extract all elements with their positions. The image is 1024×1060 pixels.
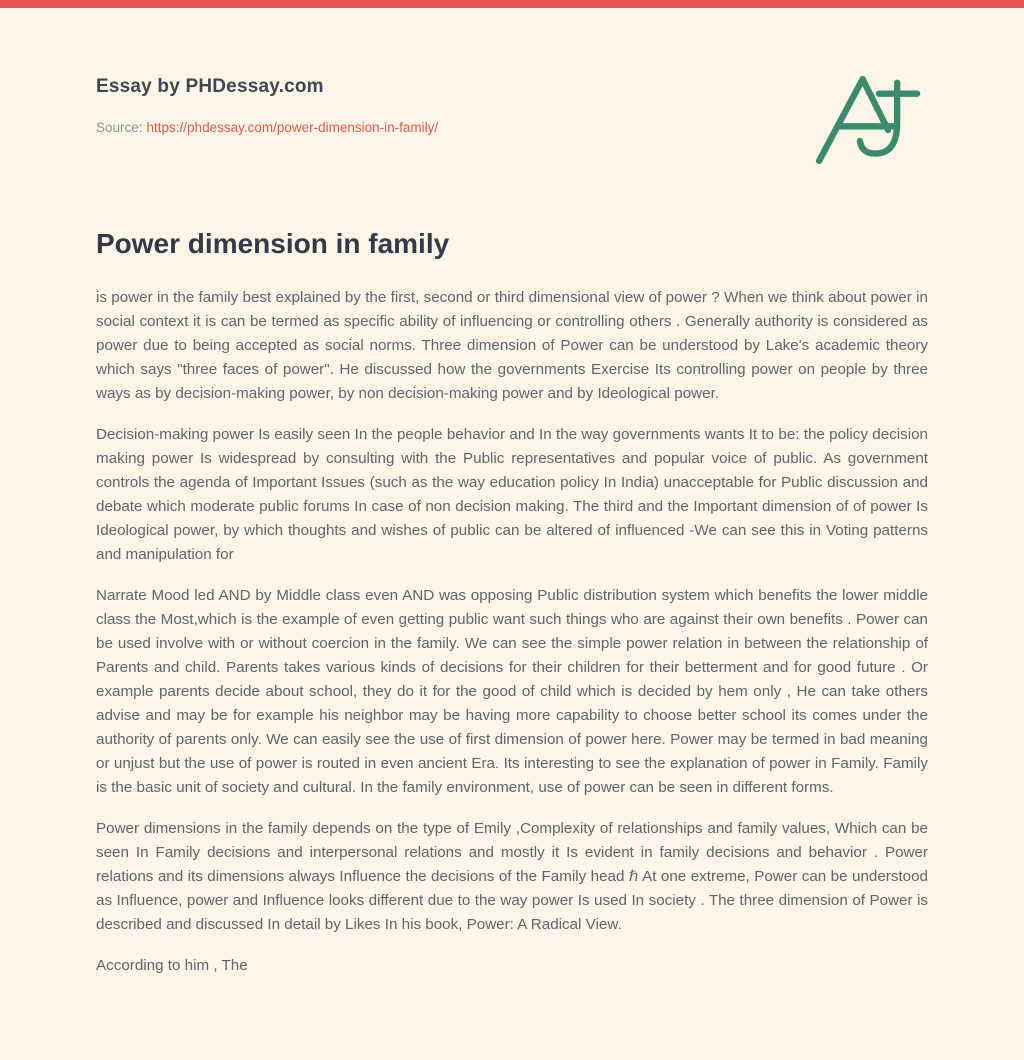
source-label: Source: (96, 120, 143, 135)
document-header (96, 76, 928, 170)
essay-content (0, 76, 1024, 978)
phdessay-logo (810, 70, 928, 170)
top-accent-bar (0, 0, 1024, 8)
aplus-logo-icon (810, 70, 928, 170)
source-line (96, 120, 438, 135)
header-text-block (96, 76, 438, 135)
essay-paragraph-4: Power dimensions in the family depends on the type of Emily ,Complexity of relationships and family values, Which can be seen In Family decisions and interpersonal relations and mostly it Is evident in family decisions and behavior . Power relations and its dimensions always Influence the decisions of the Family head ℏ At one extreme, Power can be understood as Influence, power and Influence looks different due to the way power Is used In society . The three dimension of Power is described and discussed In detail by Likes In his book, Power: A Radical View. (96, 820, 928, 933)
source-url-link[interactable]: https://phdessay.com/power-dimension-in-family/ (146, 120, 439, 135)
essay-paragraph-1: is power in the family best explained by the first, second or third dimensional view of power ? When we think about power in social context it is can be termed as specific ability of influencing or controlling others . Generally authority is considered as power due to being accepted as social norms. Three dimension of Power can be understood by Lake's academic theory which says "three faces of power". He discussed how the governments Exercise Its controlling power on people by three ways as by decision-making power, by non decision-making power and by Ideological power. (96, 289, 928, 402)
essay-paragraph-3: Narrate Mood led AND by Middle class even AND was opposing Public distribution system which benefits the lower middle class the Most,which is the example of even getting public want such things who are against their own benefits . Power can be used involve with or without coercion in the family. We can see the simple power relation in between the relationship of Parents and child. Parents takes various kinds of decisions for their children for their betterment and for good future . Or example parents decide about school, they do it for the good of child which is decided by hem only , He can take others advise and may be for example his neighbor may be having more capability to choose better school its comes under the authority of parents only. We can easily see the use of first dimension of power here. Power may be termed in bad meaning or unjust but the use of power is routed in even ancient Era. Its interesting to see the explanation of power in Family. Family is the basic unit of society and cultural. In the family environment, use of power can be seen in different forms. (96, 587, 928, 796)
essay-body (96, 286, 928, 978)
essay-paragraph-2: Decision-making power Is easily seen In the people behavior and In the way governments wants It to be: the policy decision making power Is widespread by consulting with the Public representatives and popular voice of public. As government controls the agenda of Important Issues (such as the way education policy In India) unacceptable for Public discussion and debate which moderate public forums In case of non decision making. The third and the Important dimension of of power Is Ideological power, by which thoughts and wishes of public can be altered of influenced -We can see this in Voting patterns and manipulation for (96, 426, 928, 563)
essay-title: Power dimension in family (96, 228, 450, 259)
essay-byline: Essay by PHDessay.com (96, 76, 324, 97)
essay-paragraph-5: According to him , The (96, 957, 248, 974)
